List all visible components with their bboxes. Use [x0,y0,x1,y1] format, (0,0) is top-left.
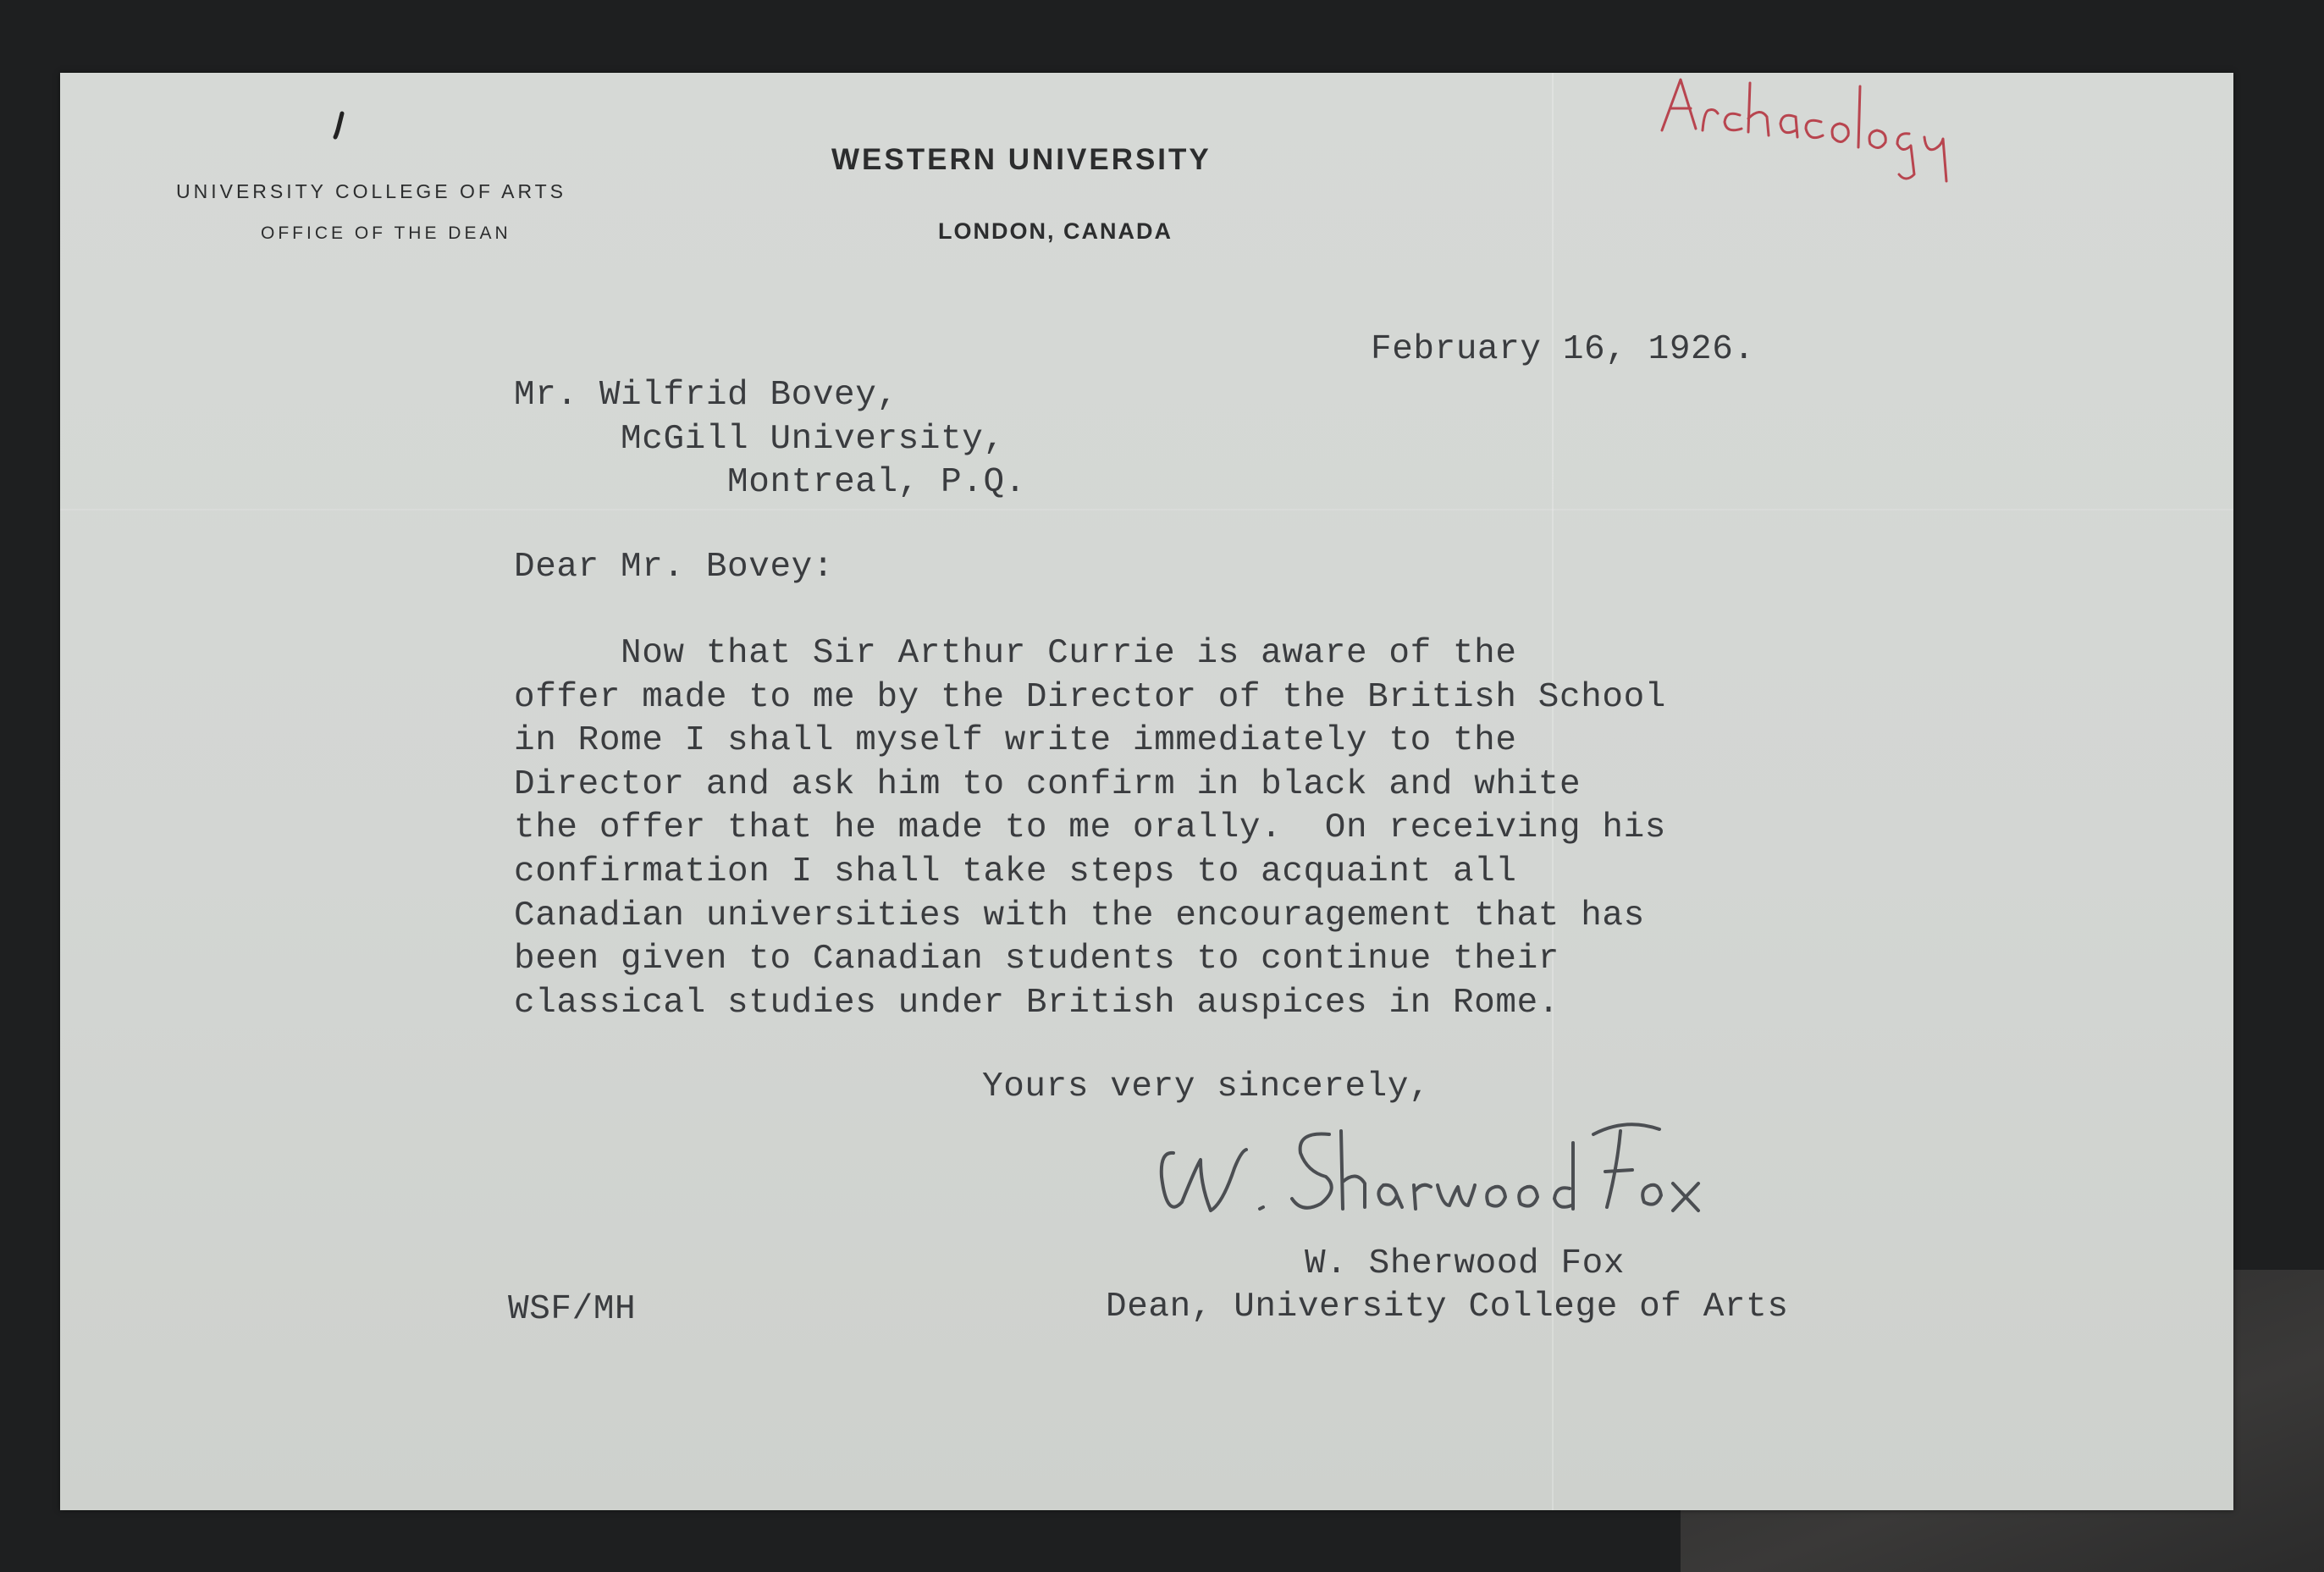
recipient-name: Mr. Wilfrid Bovey, [514,376,898,415]
recipient-institution: McGill University, [621,419,1005,459]
handwritten-signature [1101,1100,1829,1244]
letterhead-college: UNIVERSITY COLLEGE OF ARTS [176,180,567,202]
body-line: Now that Sir Arthur Currie is aware of the [514,634,1517,673]
body-line: confirmation I shall take steps to acquaint all [514,852,1517,891]
body-line: the offer that he made to me orally. On receiving his [514,808,1667,848]
ink-mark-icon [320,110,354,144]
body-line: classical studies under British auspices in Rome. [514,983,1559,1023]
recipient-address [514,374,1026,505]
body-line: Director and ask him to confirm in black and white [514,764,1582,804]
closing: Yours very sincerely, [982,1067,1431,1106]
salutation: Dear Mr. Bovey: [514,548,835,587]
paper-crease-horizontal [60,509,2233,510]
letter-body [514,632,1666,1025]
body-line: been given to Canadian students to continue their [514,940,1559,979]
body-line: Canadian universities with the encouragement that has [514,896,1645,935]
archaeology-annotation [1655,71,1960,190]
body-line: offer made to me by the Director of the British School [514,677,1667,717]
letterhead-institution: WESTERN UNIVERSITY [831,143,1212,176]
signer-title: Dean, University College of Arts [1106,1288,1789,1327]
signer-name: W. Sherwood Fox [1305,1244,1626,1283]
letterhead-office: OFFICE OF THE DEAN [261,223,511,243]
body-line: in Rome I shall myself write immediately to the [514,721,1517,761]
letter-date: February 16, 1926. [1371,330,1755,369]
recipient-city: Montreal, P.Q. [727,463,1026,503]
reference-initials: WSF/MH [508,1290,637,1329]
letterhead-location: LONDON, CANADA [938,218,1173,244]
